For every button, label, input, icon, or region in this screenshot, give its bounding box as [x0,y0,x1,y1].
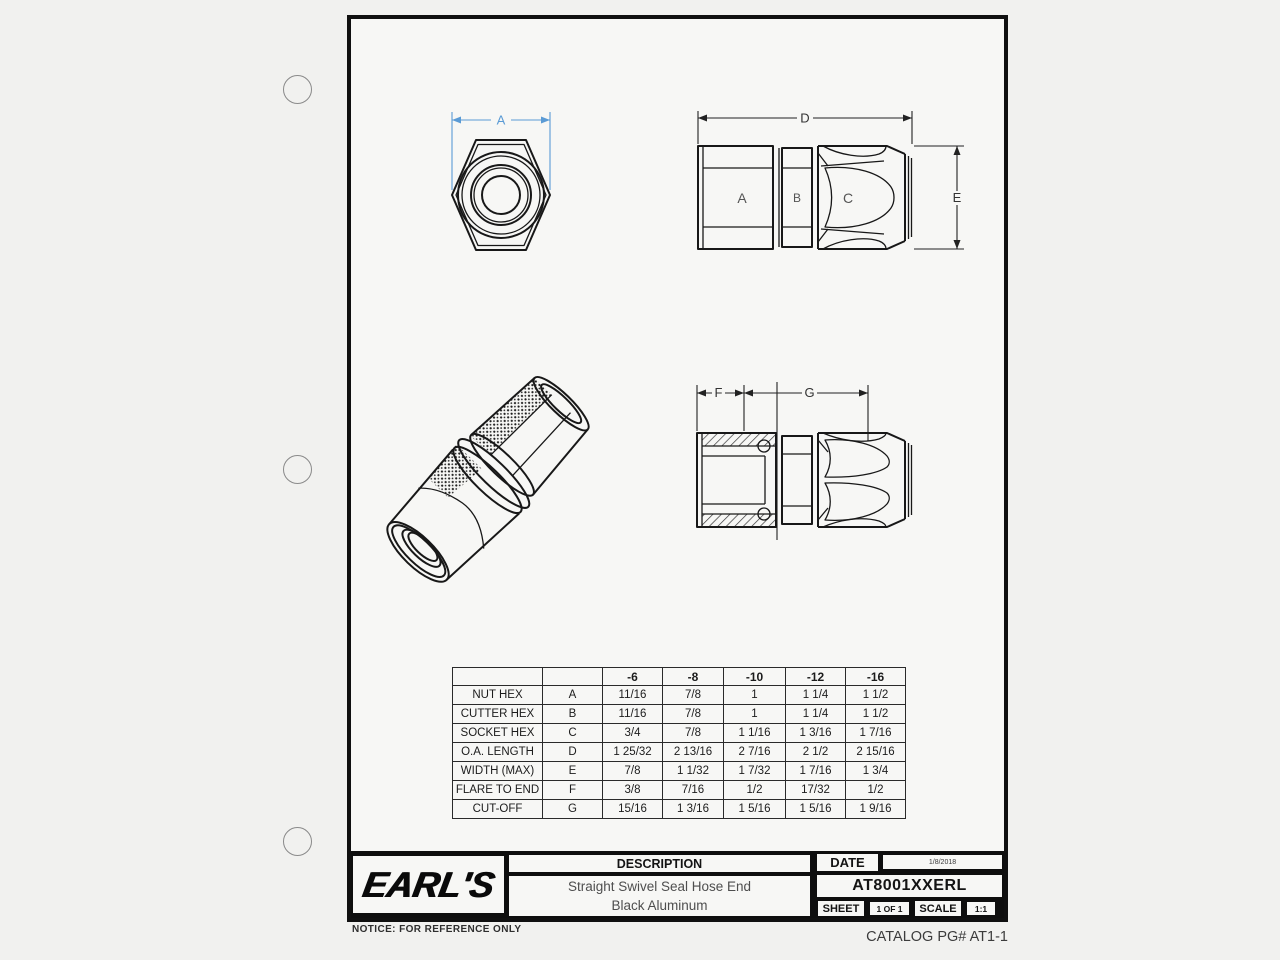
scale-label: SCALE [915,901,961,916]
spec-value: 7/8 [603,762,663,781]
spec-col-header [543,668,603,686]
punch-hole-top [283,75,312,104]
spec-row-label: NUT HEX [453,686,543,705]
dimension-d [698,110,912,144]
spec-value: 1/2 [724,781,786,800]
isometric-fitting [375,363,603,596]
section-label-socket: C [842,190,854,206]
spec-col-header: -6 [603,668,663,686]
date-value: 1/8/2018 [883,855,1002,869]
spec-value: 1 7/32 [724,762,786,781]
sheet-label: SHEET [818,901,864,916]
section-label-cutter: B [792,191,802,205]
punch-hole-bottom [283,827,312,856]
spec-value: 1 1/2 [846,705,906,724]
spec-table-header-row [453,668,906,686]
description-box [509,876,810,916]
spec-table-row [453,800,906,819]
part-number: AT8001XXERL [817,875,1002,897]
date-header: DATE [817,854,878,871]
spec-table [452,667,906,819]
spec-value: 7/8 [663,705,724,724]
spec-row-letter: B [543,705,603,724]
spec-value: 7/8 [663,686,724,705]
spec-row-label: CUT-OFF [453,800,543,819]
dim-label-e: E [952,190,962,205]
description-line1: Straight Swivel Seal Hose End [567,879,752,894]
front-view-drawing [415,88,625,278]
title-block [351,851,1004,918]
spec-value: 11/16 [603,705,663,724]
spec-col-header: -10 [724,668,786,686]
catalog-page-ref: CATALOG PG# AT1-1 [866,929,1008,945]
spec-value: 1 1/2 [846,686,906,705]
spec-table-row [453,781,906,800]
spec-value: 11/16 [603,686,663,705]
sheet-value: 1 OF 1 [870,902,909,915]
description-header: DESCRIPTION [509,855,810,872]
fitting-profile [698,146,912,249]
spec-table-row [453,724,906,743]
fitting-cross-section [697,382,912,540]
spec-value: 1 5/16 [786,800,846,819]
spec-value: 1 [724,686,786,705]
spec-row-letter: G [543,800,603,819]
spec-table-container [452,667,906,819]
spec-value: 1 9/16 [846,800,906,819]
spec-row-label: WIDTH (MAX) [453,762,543,781]
spec-value: 1 7/16 [786,762,846,781]
section-label-nut: A [737,190,747,206]
spec-value: 1 3/4 [846,762,906,781]
spec-row-label: FLARE TO END [453,781,543,800]
notice-text: NOTICE: FOR REFERENCE ONLY [352,924,522,935]
side-view-drawing [655,95,985,265]
spec-value: 1 25/32 [603,743,663,762]
spec-col-header: -12 [786,668,846,686]
spec-value: 1 5/16 [724,800,786,819]
spec-value: 2 1/2 [786,743,846,762]
spec-table-row [453,743,906,762]
spec-value: 7/8 [663,724,724,743]
description-line2: Black Aluminum [611,898,708,913]
spec-value: 1 3/16 [663,800,724,819]
dimension-f [697,385,744,431]
spec-value: 1 1/16 [724,724,786,743]
spec-value: 1 [724,705,786,724]
hex-nut-outline [452,140,550,250]
spec-row-letter: D [543,743,603,762]
spec-row-letter: C [543,724,603,743]
spec-value: 17/32 [786,781,846,800]
spec-row-letter: A [543,686,603,705]
spec-col-header: -8 [663,668,724,686]
isometric-view-drawing [375,335,625,599]
dim-label-f: F [714,385,723,400]
spec-value: 2 15/16 [846,743,906,762]
spec-value: 1/2 [846,781,906,800]
dimension-e [914,146,965,249]
section-view-drawing [655,368,985,546]
spec-value: 1 1/4 [786,705,846,724]
spec-value: 15/16 [603,800,663,819]
spec-table-row [453,686,906,705]
spec-value: 1 7/16 [846,724,906,743]
spec-table-row [453,762,906,781]
spec-value: 2 13/16 [663,743,724,762]
punch-hole-middle [283,455,312,484]
dim-label-d: D [800,110,810,126]
spec-value: 3/4 [603,724,663,743]
spec-row-label: CUTTER HEX [453,705,543,724]
spec-row-letter: F [543,781,603,800]
spec-col-header: -16 [846,668,906,686]
spec-value: 1 1/4 [786,686,846,705]
earls-logo: EARL'S [359,863,498,905]
dim-label-g: G [804,385,815,400]
scale-value: 1:1 [967,902,995,915]
spec-value: 1 3/16 [786,724,846,743]
spec-row-label: O.A. LENGTH [453,743,543,762]
spec-table-row [453,705,906,724]
spec-row-letter: E [543,762,603,781]
spec-value: 7/16 [663,781,724,800]
spec-col-header [453,668,543,686]
spec-value: 2 7/16 [724,743,786,762]
spec-value: 1 1/32 [663,762,724,781]
logo-box [353,856,504,913]
spec-row-label: SOCKET HEX [453,724,543,743]
spec-value: 3/8 [603,781,663,800]
dim-label-a: A [496,112,506,128]
